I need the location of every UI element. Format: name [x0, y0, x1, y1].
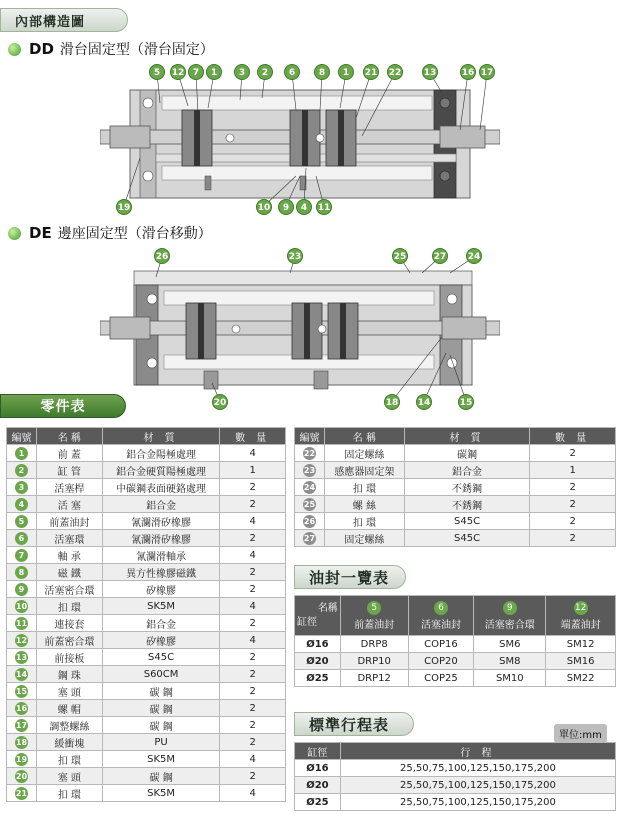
part-name-cell: 螺 帽	[36, 700, 102, 717]
part-qty-cell: 1	[530, 462, 616, 479]
seal-cell: SM12	[546, 636, 616, 653]
seal-row	[295, 653, 616, 670]
svg-text:12: 12	[171, 68, 185, 78]
seal-cell: SM8	[474, 653, 546, 670]
stroke-values-cell: 25,50,75,100,125,150,175,200	[340, 777, 615, 794]
dd-callout	[315, 65, 330, 80]
part-qty-cell: 2	[530, 496, 616, 513]
seal-cell: DRP8	[340, 636, 408, 653]
dd-code: DD	[29, 40, 54, 58]
bore-cell: Ø16	[295, 760, 341, 777]
part-number: 16	[15, 703, 28, 713]
part-number: 18	[15, 737, 28, 747]
section-tab-stroke	[294, 712, 414, 736]
dd-callout	[480, 65, 495, 80]
part-number: 20	[15, 771, 28, 781]
stroke-title: 標準行程表	[309, 715, 390, 734]
stroke-row	[295, 777, 616, 794]
header-cell: 數 量	[530, 428, 616, 445]
de-callout	[213, 395, 228, 410]
part-material-cell: SK5M	[102, 751, 220, 768]
svg-text:8: 8	[318, 68, 326, 78]
part-qty-cell: 4	[220, 547, 286, 564]
part-name-cell: 緩衝塊	[36, 734, 102, 751]
de-callout	[155, 249, 170, 264]
parts-row	[7, 666, 286, 683]
de-callout	[417, 395, 432, 410]
part-material-cell: 鋁合金	[102, 615, 220, 632]
part-qty-cell: 4	[220, 598, 286, 615]
part-number-cell	[295, 513, 325, 530]
part-qty-cell: 2	[530, 530, 616, 547]
seal-cell: SM10	[474, 670, 546, 687]
parts-row	[295, 530, 616, 547]
part-name-cell: 固定螺絲	[324, 530, 404, 547]
part-name-cell: 前接板	[36, 649, 102, 666]
svg-text:4: 4	[300, 203, 308, 213]
header-cell: 編號	[7, 428, 37, 445]
svg-text:27: 27	[433, 252, 447, 262]
part-number-cell	[7, 700, 37, 717]
seal-row	[295, 670, 616, 687]
part-qty-cell: 2	[220, 768, 286, 785]
part-material-cell: 矽橡膠	[102, 581, 220, 598]
seal-header-label: 前蓋油封	[354, 619, 395, 631]
part-material-cell: PU	[102, 734, 220, 751]
dd-callout	[258, 65, 273, 80]
seal-table	[294, 595, 616, 687]
svg-text:11: 11	[317, 203, 331, 213]
part-qty-cell: 2	[220, 700, 286, 717]
seal-cell: COP25	[408, 670, 474, 687]
part-name-cell: 扣 環	[36, 598, 102, 615]
seal-row	[295, 636, 616, 653]
svg-text:5: 5	[153, 68, 161, 78]
stroke-values-cell: 25,50,75,100,125,150,175,200	[340, 794, 615, 811]
part-number-cell	[7, 649, 37, 666]
dd-callout	[297, 200, 312, 215]
svg-text:16: 16	[461, 68, 475, 78]
part-number-cell	[7, 462, 37, 479]
parts-row	[7, 479, 286, 496]
dd-callout	[388, 65, 403, 80]
part-number: 23	[303, 465, 316, 475]
parts-row	[7, 598, 286, 615]
part-number-cell	[7, 666, 37, 683]
part-material-cell: 鋁合金	[404, 462, 529, 479]
bore-cell: Ø20	[295, 777, 341, 794]
part-number-cell	[7, 564, 37, 581]
parts-table-left	[6, 427, 286, 802]
parts-row	[7, 462, 286, 479]
header-cell: 材 質	[404, 428, 529, 445]
svg-text:1: 1	[342, 68, 350, 78]
svg-text:23: 23	[288, 252, 302, 262]
part-number: 6	[15, 532, 28, 545]
part-number-cell	[7, 785, 37, 802]
part-number: 15	[15, 686, 28, 696]
svg-text:14: 14	[417, 398, 431, 408]
part-material-cell: 鋁合金硬質陽極處理	[102, 462, 220, 479]
parts-row	[7, 700, 286, 717]
dd-callout	[189, 65, 204, 80]
part-material-cell: 碳 鋼	[102, 717, 220, 734]
parts-row	[7, 547, 286, 564]
section-tab-seals	[294, 565, 406, 589]
part-name-cell: 連接套	[36, 615, 102, 632]
part-number: 2	[15, 464, 28, 477]
part-name-cell: 活塞密合環	[36, 581, 102, 598]
seal-cell: COP20	[408, 653, 474, 670]
part-material-cell: 碳鋼	[404, 445, 529, 462]
seal-header-cell	[408, 596, 474, 636]
part-number-cell	[295, 462, 325, 479]
parts-row	[7, 581, 286, 598]
dd-callout	[279, 200, 294, 215]
svg-text:7: 7	[192, 68, 200, 78]
svg-text:21: 21	[364, 68, 378, 78]
part-qty-cell: 2	[220, 649, 286, 666]
section-tab-parts	[0, 394, 126, 418]
part-number: 14	[15, 669, 28, 679]
part-material-cell: S45C	[102, 649, 220, 666]
part-number-cell	[7, 513, 37, 530]
svg-text:18: 18	[385, 398, 399, 408]
stroke-row	[295, 760, 616, 777]
part-qty-cell: 2	[220, 564, 286, 581]
part-material-cell: 異方性橡膠磁鐵	[102, 564, 220, 581]
header-cell: 名 稱	[324, 428, 404, 445]
part-material-cell: 氰瀾滑矽橡膠	[102, 530, 220, 547]
svg-text:13: 13	[423, 68, 437, 78]
part-number: 13	[15, 652, 28, 662]
part-qty-cell: 2	[530, 513, 616, 530]
part-number-cell	[7, 530, 37, 547]
parts-row	[7, 615, 286, 632]
part-number: 11	[15, 618, 28, 628]
part-number-cell	[7, 734, 37, 751]
section-title: 內部構造圖	[15, 14, 86, 30]
de-callout	[433, 249, 448, 264]
seal-corner-cell	[295, 596, 341, 636]
part-material-cell: 不銹鋼	[404, 496, 529, 513]
svg-text:17: 17	[480, 68, 494, 78]
part-number: 8	[15, 566, 28, 579]
parts-row	[7, 734, 286, 751]
part-material-cell: 氰瀾滑軸承	[102, 547, 220, 564]
bullet-icon	[8, 227, 21, 240]
part-number: 27	[303, 533, 316, 543]
seal-header-row	[295, 596, 616, 636]
svg-text:24: 24	[467, 252, 481, 262]
svg-text:26: 26	[155, 252, 169, 262]
bore-cell: Ø20	[295, 653, 341, 670]
de-callout	[385, 395, 400, 410]
seal-corner-bottom: 缸徑	[297, 616, 317, 628]
header-cell: 材 質	[102, 428, 220, 445]
part-name-cell: 扣 環	[324, 479, 404, 496]
part-name-cell: 活塞桿	[36, 479, 102, 496]
dd-title: 滑台固定型（滑台固定）	[59, 42, 214, 58]
part-qty-cell: 2	[220, 479, 286, 496]
part-name-cell: 螺 絲	[324, 496, 404, 513]
part-material-cell: S45C	[404, 513, 529, 530]
seal-corner-top: 名稱	[317, 602, 338, 614]
stroke-table	[294, 742, 616, 811]
part-name-cell: 前 蓋	[36, 445, 102, 462]
part-number-cell	[7, 598, 37, 615]
part-number: 17	[15, 720, 28, 730]
part-name-cell: 固定螺絲	[324, 445, 404, 462]
part-number-cell	[295, 479, 325, 496]
de-callout	[288, 249, 303, 264]
part-number: 12	[15, 635, 28, 645]
part-name-cell: 活 塞	[36, 496, 102, 513]
part-qty-cell: 2	[220, 496, 286, 513]
dd-callout	[117, 200, 132, 215]
part-material-cell: 碳 鋼	[102, 700, 220, 717]
parts-table-right	[294, 427, 616, 547]
dd-callout	[150, 65, 165, 80]
part-number-cell	[7, 615, 37, 632]
part-qty-cell: 2	[220, 581, 286, 598]
part-number-cell	[7, 581, 37, 598]
part-material-cell: 不銹鋼	[404, 479, 529, 496]
header-cell: 行 程	[340, 743, 615, 760]
svg-text:15: 15	[459, 398, 473, 408]
parts-row	[7, 768, 286, 785]
part-material-cell: 鋁合金陽極處理	[102, 445, 220, 462]
seal-title: 油封一覽表	[309, 568, 390, 587]
part-name-cell: 調整螺絲	[36, 717, 102, 734]
parts-row	[7, 717, 286, 734]
svg-text:6: 6	[288, 68, 296, 78]
part-name-cell: 塞 頭	[36, 683, 102, 700]
part-qty-cell: 2	[220, 530, 286, 547]
seal-header-label: 活塞密合環	[484, 619, 535, 631]
parts-row	[7, 649, 286, 666]
part-material-cell: 鋁合金	[102, 496, 220, 513]
part-name-cell: 缸 管	[36, 462, 102, 479]
parts-row	[7, 513, 286, 530]
parts-row	[295, 462, 616, 479]
parts-row	[7, 564, 286, 581]
bore-cell: Ø25	[295, 794, 341, 811]
part-number: 1	[15, 447, 28, 460]
dd-callout	[317, 200, 332, 215]
part-material-cell: 碳 鋼	[102, 683, 220, 700]
part-material-cell: 碳 鋼	[102, 768, 220, 785]
dd-callout	[285, 65, 300, 80]
dd-callout	[423, 65, 438, 80]
parts-row	[7, 632, 286, 649]
header-cell: 名 稱	[36, 428, 102, 445]
part-number-cell	[7, 445, 37, 462]
part-qty-cell: 2	[220, 734, 286, 751]
part-number: 10	[15, 601, 28, 611]
part-number-cell	[295, 445, 325, 462]
part-number: 25	[303, 499, 316, 509]
seal-number: 12	[574, 602, 587, 613]
de-heading	[8, 223, 212, 243]
parts-title: 零件表	[40, 399, 86, 415]
part-number-cell	[7, 717, 37, 734]
svg-text:1: 1	[210, 68, 218, 78]
part-number: 5	[15, 515, 28, 528]
part-number: 19	[15, 754, 28, 764]
part-name-cell: 前蓋油封	[36, 513, 102, 530]
svg-text:3: 3	[238, 68, 246, 78]
stroke-values-cell: 25,50,75,100,125,150,175,200	[340, 760, 615, 777]
part-qty-cell: 2	[530, 445, 616, 462]
part-number: 7	[15, 549, 28, 562]
seal-cell: SM6	[474, 636, 546, 653]
part-name-cell: 鋼 珠	[36, 666, 102, 683]
part-name-cell: 扣 環	[36, 785, 102, 802]
parts-row	[295, 513, 616, 530]
part-number: 22	[303, 448, 316, 458]
seal-cell: COP16	[408, 636, 474, 653]
unit-badge: 單位:mm	[554, 724, 607, 743]
svg-text:25: 25	[393, 252, 407, 262]
de-callouts	[100, 243, 500, 413]
part-number-cell	[7, 547, 37, 564]
part-qty-cell: 1	[220, 462, 286, 479]
section-tab-structure	[0, 8, 128, 32]
part-number: 9	[15, 583, 28, 596]
part-qty-cell: 2	[530, 479, 616, 496]
part-qty-cell: 4	[220, 445, 286, 462]
svg-text:2: 2	[261, 68, 269, 78]
parts-header-row	[295, 428, 616, 445]
part-number-cell	[7, 496, 37, 513]
part-material-cell: 氰瀾滑矽橡膠	[102, 513, 220, 530]
dd-callouts	[100, 58, 500, 218]
dd-heading	[8, 39, 214, 59]
parts-row	[295, 496, 616, 513]
part-name-cell: 前蓋密合環	[36, 632, 102, 649]
dd-callout	[207, 65, 222, 80]
de-title: 邊座固定型（滑台移動）	[57, 226, 212, 242]
dd-callout	[235, 65, 250, 80]
part-qty-cell: 2	[220, 683, 286, 700]
parts-row	[7, 445, 286, 462]
part-number-cell	[7, 683, 37, 700]
part-material-cell: S45C	[404, 530, 529, 547]
stroke-header-row	[295, 743, 616, 760]
part-number: 26	[303, 516, 316, 526]
seal-header-label: 活塞油封	[420, 619, 461, 631]
parts-row	[7, 530, 286, 547]
parts-row	[7, 683, 286, 700]
dd-callout	[364, 65, 379, 80]
part-name-cell: 磁 鐵	[36, 564, 102, 581]
de-code: DE	[29, 224, 52, 242]
header-cell: 編號	[295, 428, 325, 445]
part-number-cell	[7, 768, 37, 785]
part-number-cell	[295, 530, 325, 547]
part-qty-cell: 4	[220, 513, 286, 530]
seal-number: 5	[367, 601, 381, 615]
seal-cell: SM16	[546, 653, 616, 670]
part-number-cell	[7, 479, 37, 496]
parts-row	[7, 496, 286, 513]
de-callout	[459, 395, 474, 410]
parts-row	[295, 479, 616, 496]
bore-cell: Ø16	[295, 636, 341, 653]
part-material-cell: SK5M	[102, 598, 220, 615]
svg-text:9: 9	[282, 203, 290, 213]
part-number: 21	[15, 788, 28, 798]
part-material-cell: 中碳鋼表面硬鉻處理	[102, 479, 220, 496]
part-number: 24	[303, 482, 316, 492]
part-name-cell: 塞 頭	[36, 768, 102, 785]
part-qty-cell: 4	[220, 785, 286, 802]
part-name-cell: 扣 環	[36, 751, 102, 768]
part-qty-cell: 2	[220, 666, 286, 683]
seal-cell: DRP12	[340, 670, 408, 687]
seal-header-cell	[474, 596, 546, 636]
de-callout	[467, 249, 482, 264]
seal-cell: SM22	[546, 670, 616, 687]
dd-callout	[171, 65, 186, 80]
part-number: 3	[15, 481, 28, 494]
dd-callout	[461, 65, 476, 80]
parts-row	[295, 445, 616, 462]
part-number-cell	[7, 751, 37, 768]
part-material-cell: 矽橡膠	[102, 632, 220, 649]
part-number-cell	[295, 496, 325, 513]
part-name-cell: 扣 環	[324, 513, 404, 530]
part-number-cell	[7, 632, 37, 649]
part-qty-cell: 4	[220, 632, 286, 649]
bore-cell: Ø25	[295, 670, 341, 687]
seal-cell: DRP10	[340, 653, 408, 670]
seal-header-label: 端蓋油封	[560, 619, 601, 631]
parts-header-row	[7, 428, 286, 445]
parts-row	[7, 785, 286, 802]
seal-number: 6	[434, 601, 448, 615]
stroke-row	[295, 794, 616, 811]
part-qty-cell: 2	[220, 717, 286, 734]
seal-header-cell	[546, 596, 616, 636]
part-name-cell: 軸 承	[36, 547, 102, 564]
seal-header-cell	[340, 596, 408, 636]
part-qty-cell: 4	[220, 751, 286, 768]
dd-callout	[257, 200, 272, 215]
dd-callout	[339, 65, 354, 80]
svg-text:19: 19	[117, 203, 131, 213]
seal-number: 9	[503, 601, 517, 615]
svg-text:10: 10	[257, 203, 271, 213]
header-cell: 缸徑	[295, 743, 341, 760]
part-name-cell: 活塞環	[36, 530, 102, 547]
bullet-icon	[8, 43, 21, 56]
header-cell: 數 量	[220, 428, 286, 445]
svg-text:22: 22	[388, 68, 402, 78]
part-name-cell: 感應器固定架	[324, 462, 404, 479]
de-callout	[393, 249, 408, 264]
part-number: 4	[15, 498, 28, 511]
part-material-cell: S60CM	[102, 666, 220, 683]
part-qty-cell: 2	[220, 615, 286, 632]
svg-text:20: 20	[213, 398, 227, 408]
parts-row	[7, 751, 286, 768]
part-material-cell: SK5M	[102, 785, 220, 802]
